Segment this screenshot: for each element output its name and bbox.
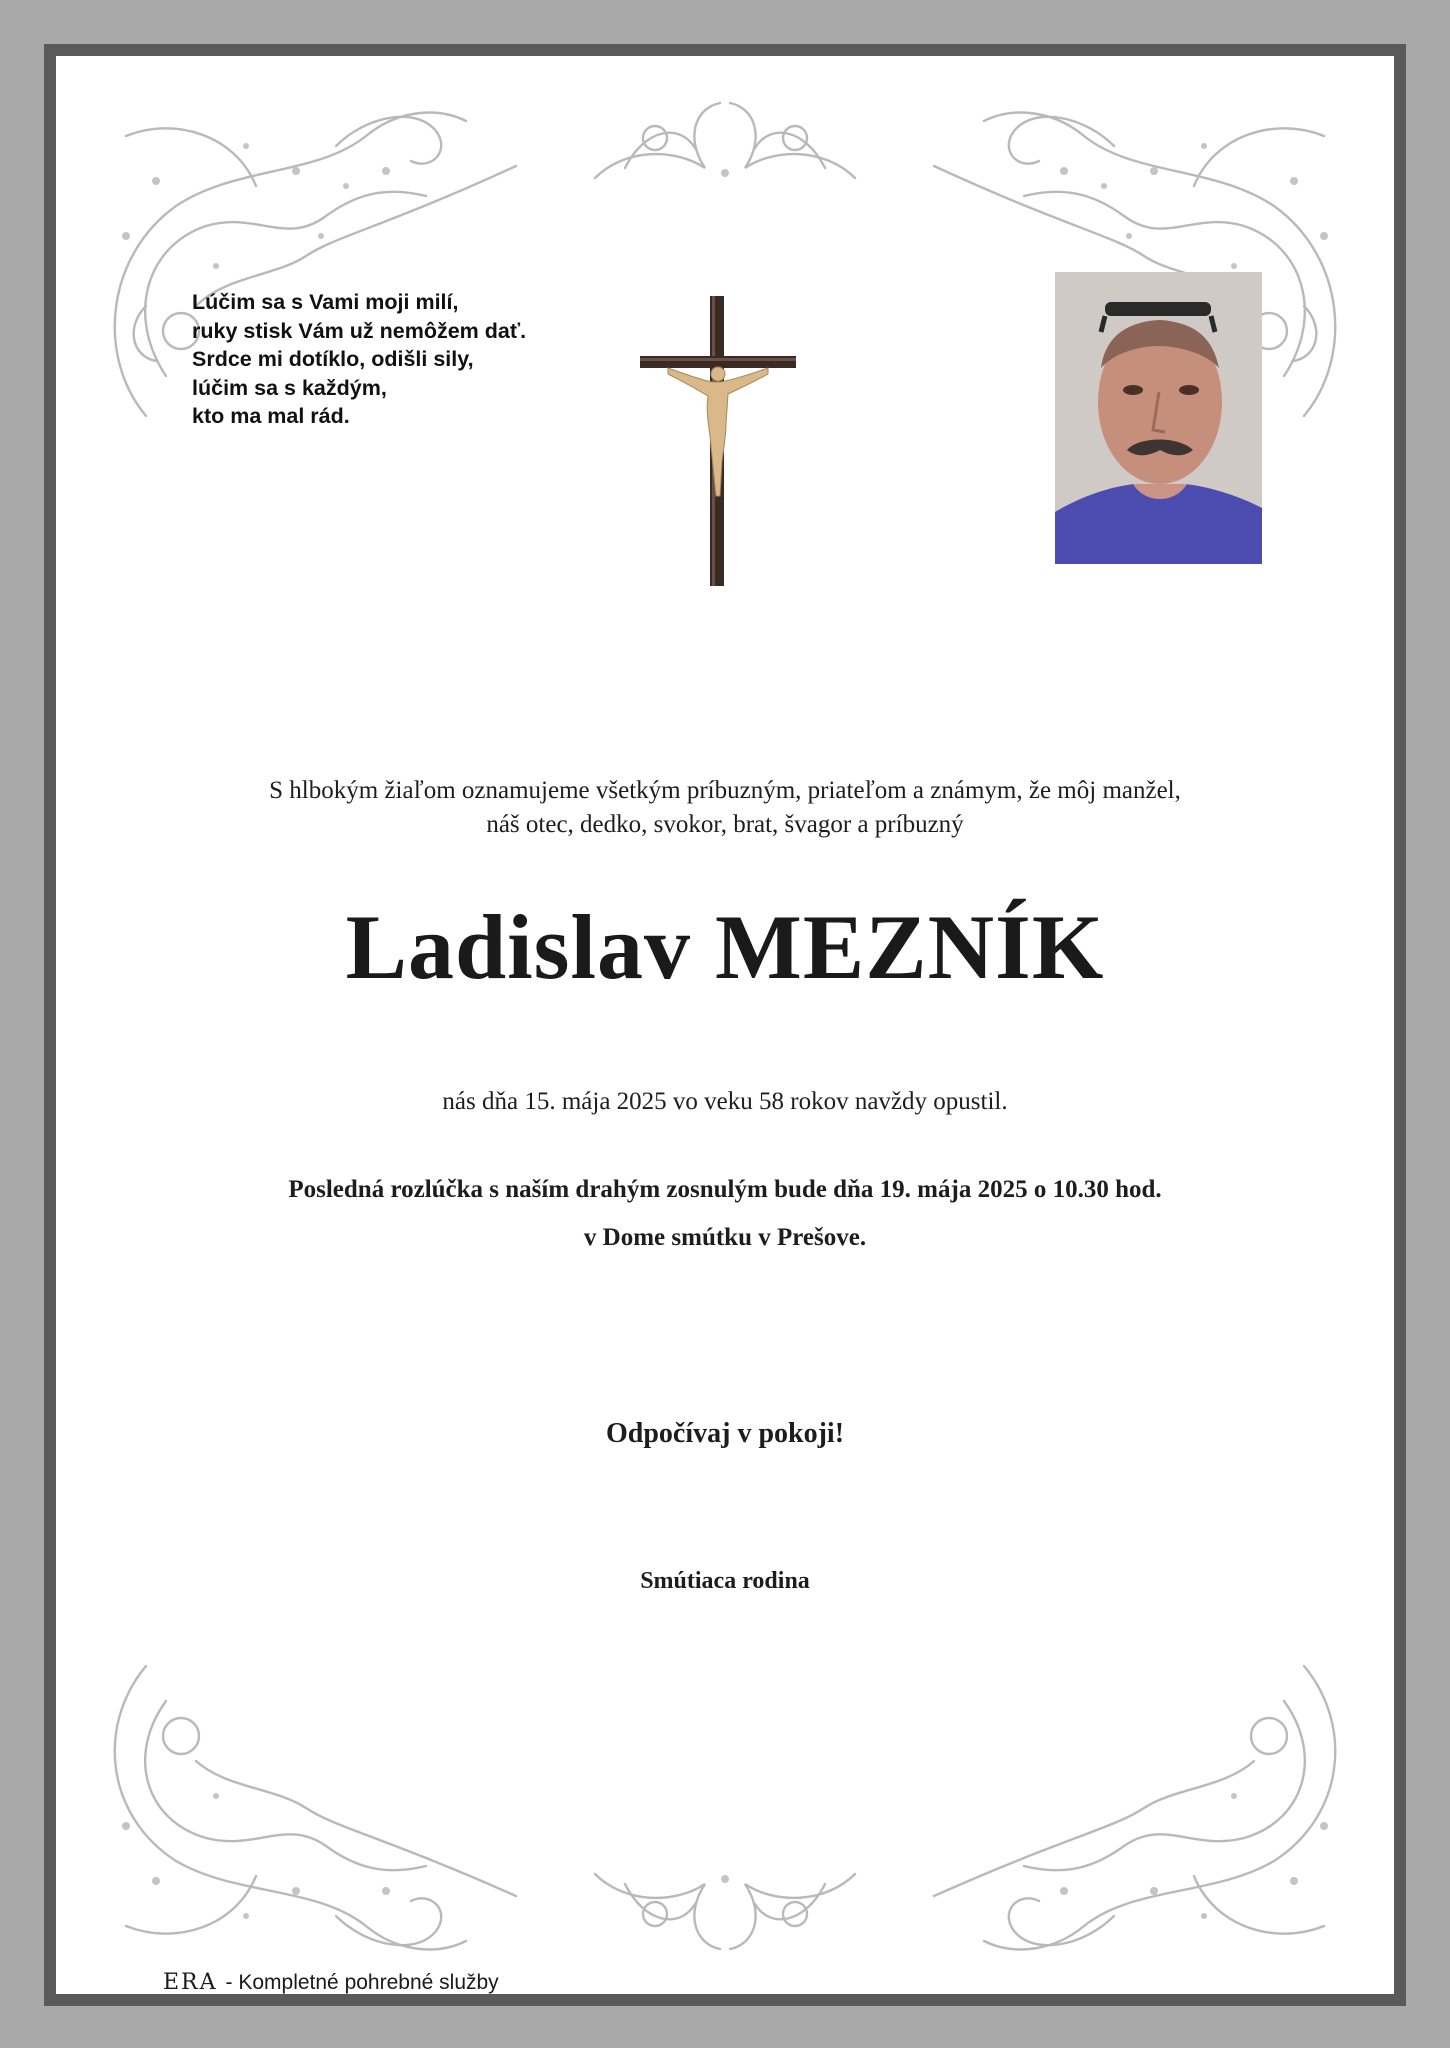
poem-line: Lúčim sa s Vami moji milí, bbox=[192, 290, 459, 314]
rest-in-peace: Odpočívaj v pokoji! bbox=[605, 1418, 845, 1449]
crucifix-icon bbox=[640, 296, 800, 586]
funeral-info-line: v Dome smútku v Prešove. bbox=[583, 1224, 867, 1251]
funeral-info-line: Posledná rozlúčka s naším drahým zosnulým bude dňa 19. mája 2025 o 10.30 hod. bbox=[288, 1176, 1162, 1203]
deceased-photo bbox=[1055, 272, 1262, 564]
poem-line: ruky stisk Vám už nemôžem dať. bbox=[192, 318, 527, 343]
parte-page bbox=[56, 56, 1394, 1994]
footer-text: - Kompletné pohrebné služby bbox=[225, 1971, 499, 1994]
announcement-line: S hlbokým žiaľom oznamujeme všetkým príbuzným, priateľom a známym, že môj manžel, bbox=[269, 777, 1181, 804]
ornament-bottom-right-icon bbox=[914, 1656, 1364, 1986]
ornament-top-center-icon bbox=[585, 78, 865, 188]
poem-line: Srdce mi dotíklo, odišli sily, bbox=[192, 347, 474, 371]
ornament-bottom-center-icon bbox=[585, 1864, 865, 1974]
announcement bbox=[56, 774, 1394, 842]
portrait-icon bbox=[1055, 272, 1262, 564]
ornament-bottom-left-icon bbox=[86, 1656, 536, 1986]
era-logo: ERA bbox=[163, 1970, 218, 1995]
deceased-name: Ladislav MEZNÍK bbox=[345, 896, 1105, 998]
poem-line: lúčim sa s každým, bbox=[192, 375, 387, 400]
death-notice: nás dňa 15. mája 2025 vo veku 58 rokov navždy opustil. bbox=[442, 1088, 1008, 1115]
poem-line: kto ma mal rád. bbox=[192, 404, 350, 428]
family-signature: Smútiaca rodina bbox=[640, 1568, 810, 1594]
farewell-poem bbox=[192, 288, 612, 431]
announcement-line: náš otec, dedko, svokor, brat, švagor a príbuzný bbox=[486, 811, 964, 838]
funeral-info bbox=[56, 1166, 1394, 1262]
funeral-service-footer bbox=[163, 1970, 499, 1995]
